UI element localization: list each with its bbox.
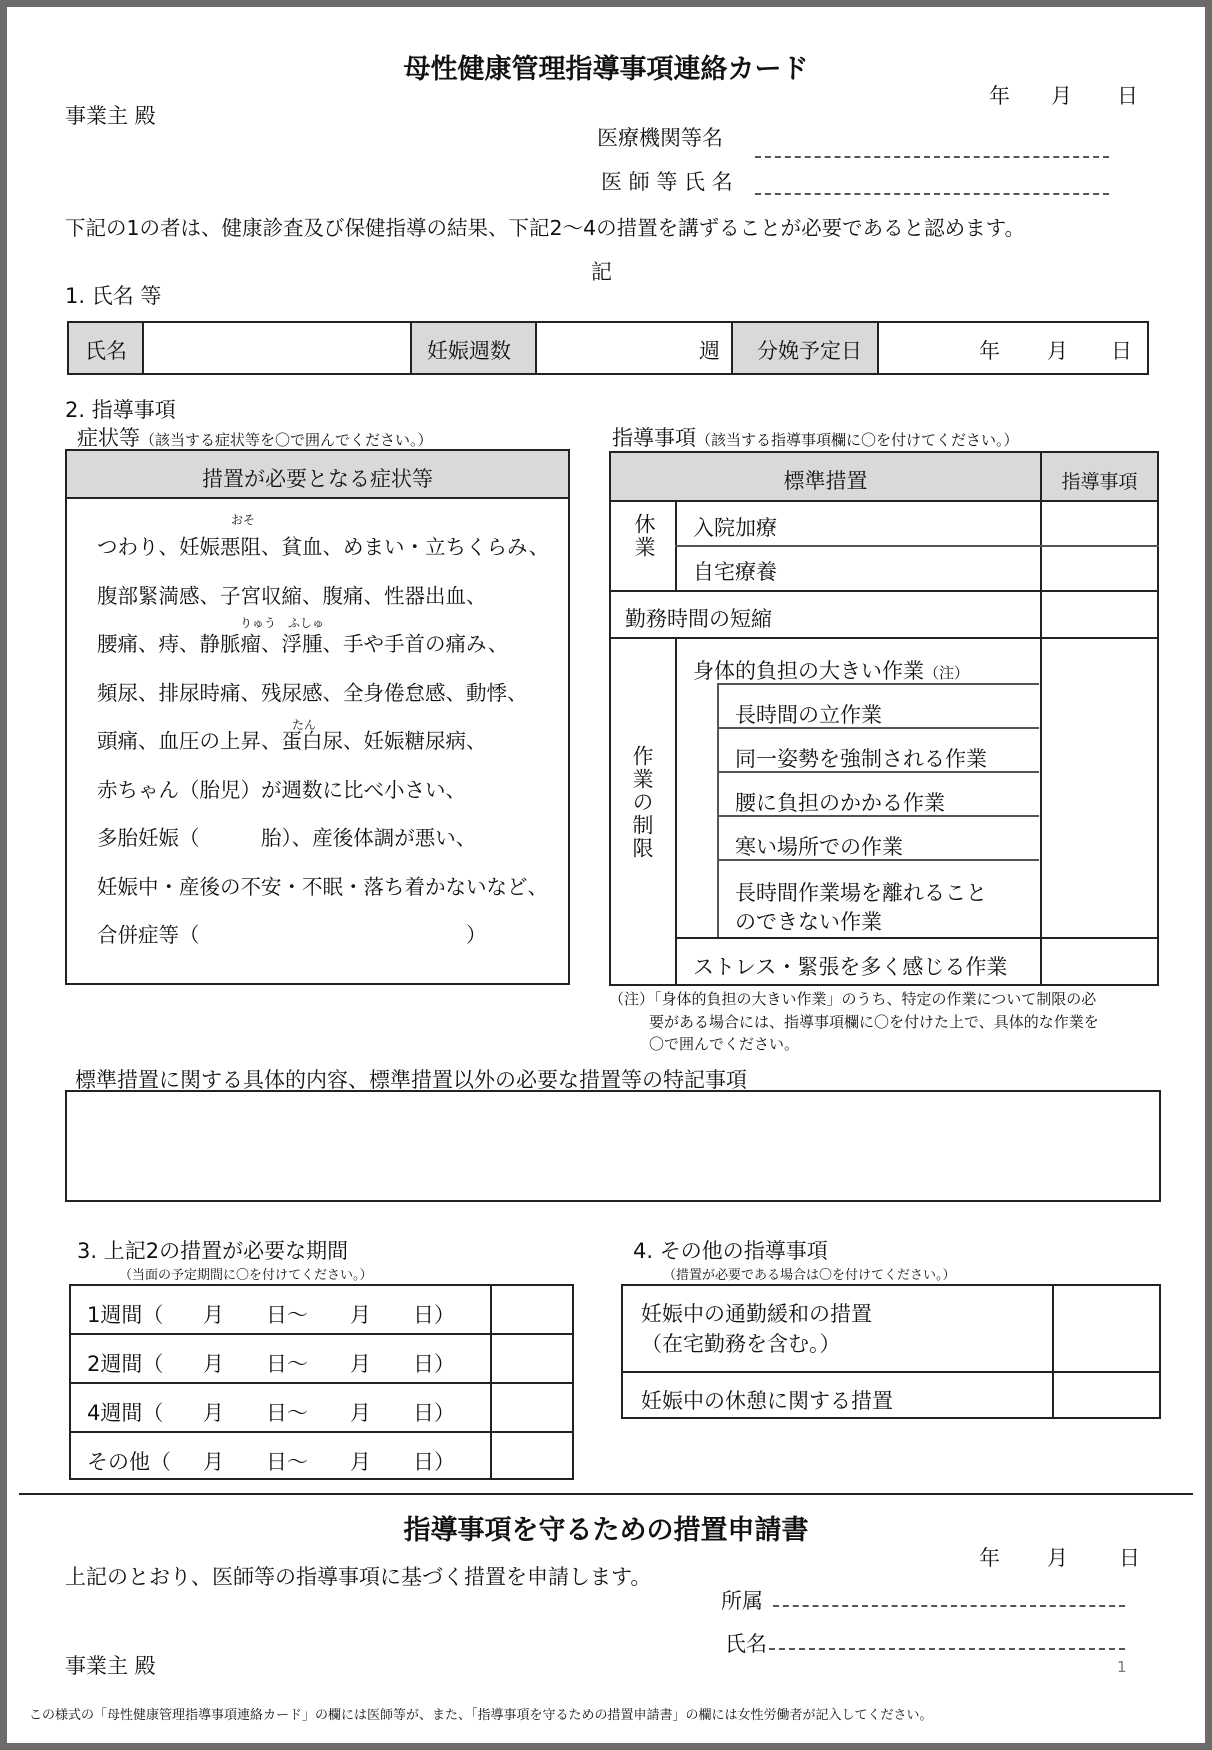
app-date-day: 日 xyxy=(1119,1546,1140,1570)
physical-item-back: 腰に負担のかかる作業 xyxy=(735,791,945,815)
period-label: 2週間（ xyxy=(87,1352,164,1376)
weeks-unit: 週 xyxy=(699,339,720,363)
affiliation-field[interactable] xyxy=(773,1605,1125,1607)
date-month: 月 xyxy=(1051,84,1072,108)
symptom-line[interactable]: 頻尿、排尿時痛、残尿感、全身倦怠感、動悸、 xyxy=(97,680,528,705)
ruby-fushu: ふしゅ xyxy=(288,616,325,630)
symptom-line[interactable]: つわり、妊娠悪阻、貧血、めまい・立ちくらみ、 xyxy=(97,535,550,559)
period-label: 1週間（ xyxy=(87,1303,164,1327)
section-divider xyxy=(19,1493,1193,1495)
physical-label: 身体的負担の大きい作業（注） xyxy=(693,659,970,683)
footnote-line-2: 要がある場合には、指導事項欄に〇を付けた上で、具体的な作業を xyxy=(649,1013,1099,1031)
period-label: 4週間（ xyxy=(87,1401,164,1425)
period-range: 月 日～ 月 日） xyxy=(203,1303,455,1327)
hospital-checkbox[interactable] xyxy=(1042,502,1157,545)
guidance-title: 指導事項（該当する指導事項欄に〇を付けてください。） xyxy=(612,426,1019,450)
physical-item-standing: 長時間の立作業 xyxy=(735,703,882,727)
medical-institution-field[interactable] xyxy=(755,156,1109,158)
applicant-name-field[interactable] xyxy=(769,1648,1125,1650)
ruby-oso: おそ xyxy=(231,513,256,527)
application-text: 上記のとおり、医師等の指導事項に基づく措置を申請します。 xyxy=(65,1565,652,1589)
due-month: 月 xyxy=(1047,339,1068,363)
std-measure-header: 標準措置 xyxy=(783,469,868,493)
period-range: 月 日～ 月 日） xyxy=(203,1401,455,1425)
special-notes-field[interactable] xyxy=(65,1090,1161,1202)
period-label: その他（ xyxy=(87,1450,171,1474)
affiliation-label: 所属 xyxy=(721,1589,763,1613)
physical-item-cold: 寒い場所での作業 xyxy=(735,835,903,859)
due-day: 日 xyxy=(1111,339,1132,363)
section4-heading: 4. その他の指導事項 xyxy=(633,1239,828,1263)
medical-institution-label: 医療機関等名 xyxy=(597,126,723,150)
ruby-ryuu: りゅう xyxy=(240,616,277,630)
stress-checkbox[interactable] xyxy=(1042,939,1157,984)
section2-heading: 2. 指導事項 xyxy=(65,398,176,422)
section3-heading: 3. 上記2の措置が必要な期間 xyxy=(77,1239,349,1263)
ki-mark: 記 xyxy=(591,260,612,284)
section3-note: （当面の予定期間に〇を付けてください。） xyxy=(119,1268,373,1283)
date-day: 日 xyxy=(1117,84,1138,108)
period-checkbox[interactable] xyxy=(492,1384,572,1431)
symptoms-title: 症状等（該当する症状等を〇で囲んでください。） xyxy=(77,426,433,450)
kyugyo-label: 休業 xyxy=(632,513,656,559)
guidance-column-header: 指導事項 xyxy=(1061,471,1138,493)
footnote-line-1: （注）「身体的負担の大きい作業」のうち、特定の作業について制限の必 xyxy=(609,990,1097,1008)
page-title: 母性健康管理指導事項連絡カード xyxy=(403,54,809,85)
period-range: 月 日～ 月 日） xyxy=(203,1352,455,1376)
physical-item-leave-1: 長時間作業場を離れること xyxy=(735,881,987,905)
section4-note: （措置が必要である場合は〇を付けてください。） xyxy=(663,1268,956,1283)
symptom-line[interactable]: 合併症等（ ） xyxy=(97,923,487,947)
date-year: 年 xyxy=(989,84,1010,108)
symptoms-header: 措置が必要となる症状等 xyxy=(202,467,433,491)
intro-text: 下記の1の者は、健康診査及び保健指導の結果、下記2～4の措置を講ずることが必要であると認めます。 xyxy=(65,216,1025,240)
section1-heading: 1. 氏名 等 xyxy=(65,284,162,308)
doctor-label: 医 師 等 氏 名 xyxy=(601,170,733,194)
app-date-year: 年 xyxy=(979,1546,1000,1570)
shorten-checkbox[interactable] xyxy=(1042,592,1157,637)
addressee: 事業主 殿 xyxy=(65,104,156,128)
applicant-name-label: 氏名 xyxy=(725,1632,767,1656)
hospital-label: 入院加療 xyxy=(693,516,777,540)
document-page xyxy=(7,7,1205,1743)
period-checkbox[interactable] xyxy=(492,1433,572,1480)
period-range: 月 日～ 月 日） xyxy=(203,1450,455,1474)
application-title: 指導事項を守るための措置申請書 xyxy=(403,1515,809,1546)
bottom-note: この様式の「母性健康管理指導事項連絡カード」の欄には医師等が、また、「指導事項を守るための措置申請書」の欄には女性労働者が記入してください。 xyxy=(29,1708,933,1723)
physical-item-leave-2: のできない作業 xyxy=(735,910,882,934)
period-checkbox[interactable] xyxy=(492,1286,572,1333)
commute-label-2: （在宅勤務を含む。） xyxy=(641,1332,841,1356)
symptom-line[interactable]: 腰痛、痔、静脈瘤、浮腫、手や手首の痛み、 xyxy=(97,632,509,656)
physical-checkbox[interactable] xyxy=(1042,639,1157,937)
due-year: 年 xyxy=(979,339,1000,363)
due-date-label: 分娩予定日 xyxy=(757,339,862,363)
app-date-month: 月 xyxy=(1047,1546,1068,1570)
symptom-line[interactable]: 赤ちゃん（胎児）が週数に比べ小さい、 xyxy=(97,777,466,802)
name-field[interactable] xyxy=(144,323,410,373)
symptom-line[interactable]: 妊娠中・産後の不安・不眠・落ち着かないなど、 xyxy=(97,874,548,899)
rest-label: 妊娠中の休憩に関する措置 xyxy=(641,1389,893,1413)
name-label: 氏名 xyxy=(85,339,127,363)
symptom-line[interactable]: 腹部緊満感、子宮収縮、腹痛、性器出血、 xyxy=(97,583,487,608)
home-label: 自宅療養 xyxy=(693,560,777,584)
footnote-line-3: 〇で囲んでください。 xyxy=(649,1035,800,1053)
shorten-label: 勤務時間の短縮 xyxy=(625,607,772,631)
doctor-name-field[interactable] xyxy=(755,193,1109,195)
symptom-line[interactable]: 頭痛、血圧の上昇、蛋白尿、妊娠糖尿病、 xyxy=(97,729,487,753)
ruby-tan: たん xyxy=(292,718,317,732)
period-checkbox[interactable] xyxy=(492,1335,572,1382)
weeks-label: 妊娠週数 xyxy=(427,339,511,363)
stress-label: ストレス・緊張を多く感じる作業 xyxy=(693,955,1008,979)
sagyo-label: 作業の制限 xyxy=(630,745,654,860)
rest-checkbox[interactable] xyxy=(1054,1373,1159,1417)
commute-checkbox[interactable] xyxy=(1054,1286,1159,1371)
physical-item-posture: 同一姿勢を強制される作業 xyxy=(735,747,987,771)
symptom-line[interactable]: 多胎妊娠（ 胎）、産後体調が悪い、 xyxy=(97,826,477,850)
application-addressee: 事業主 殿 xyxy=(65,1654,156,1678)
page-number: 1 xyxy=(1117,1658,1127,1676)
home-checkbox[interactable] xyxy=(1042,547,1157,590)
commute-label-1: 妊娠中の通勤緩和の措置 xyxy=(641,1302,872,1326)
special-notes-title: 標準措置に関する具体的内容、標準措置以外の必要な措置等の特記事項 xyxy=(75,1068,747,1092)
